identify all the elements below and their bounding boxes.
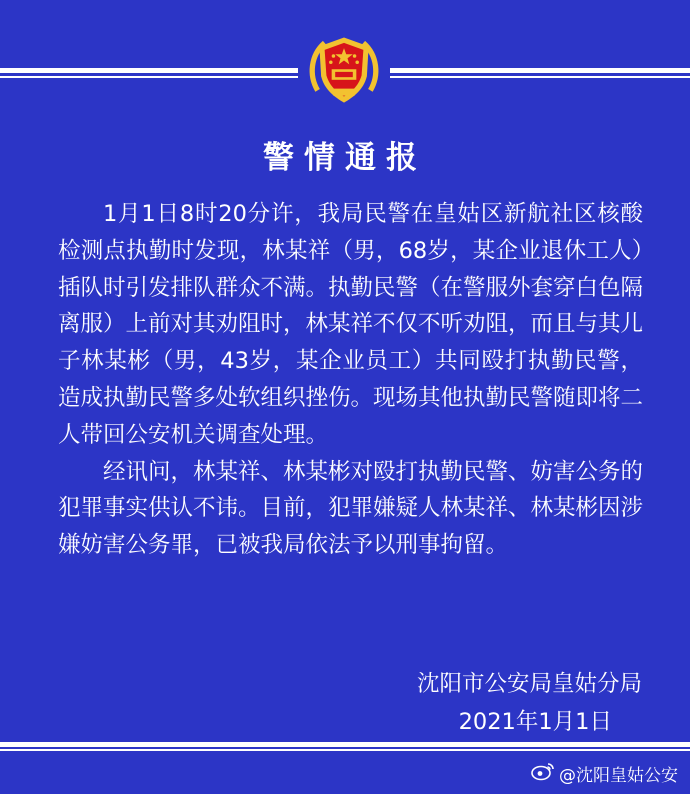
bottom-rule-thin <box>0 749 690 751</box>
weibo-watermark <box>531 761 678 786</box>
paragraph-incident: 1月1日8时20分许，我局民警在皇姑区新航社区核酸检测点执勤时发现，林某祥（男，68岁，某企业退休工人）插队时引发排队群众不满。执勤民警（在警服外套穿白色隔离服）上前对其劝阻时，林某祥不仅不听劝阻，而且与其儿子林某彬（男，43岁，某企业员工）共同殴打执勤民警，造成执勤民警多处软组织挫伤。现场其他执勤民警随即将二人带回公安机关调查处理。 <box>58 201 644 448</box>
police-emblem-icon <box>298 24 390 118</box>
bottom-rule <box>0 742 690 747</box>
paragraph-outcome: 经讯问，林某祥、林某彬对殴打执勤民警、妨害公务的犯罪事实供认不讳。目前，犯罪嫌疑人林某祥、林某彬因涉嫌妨害公务罪，已被我局依法予以刑事拘留。 <box>58 458 644 559</box>
signature-block <box>417 665 642 741</box>
watermark-text: @沈阳皇姑公安 <box>559 766 678 786</box>
page-title: 警情通报 <box>263 140 427 176</box>
issue-date: 2021年1月1日 <box>458 709 612 735</box>
issuer-name: 沈阳市公安局皇姑分局 <box>416 671 642 697</box>
report-body <box>58 196 643 564</box>
weibo-logo-icon <box>531 761 555 786</box>
